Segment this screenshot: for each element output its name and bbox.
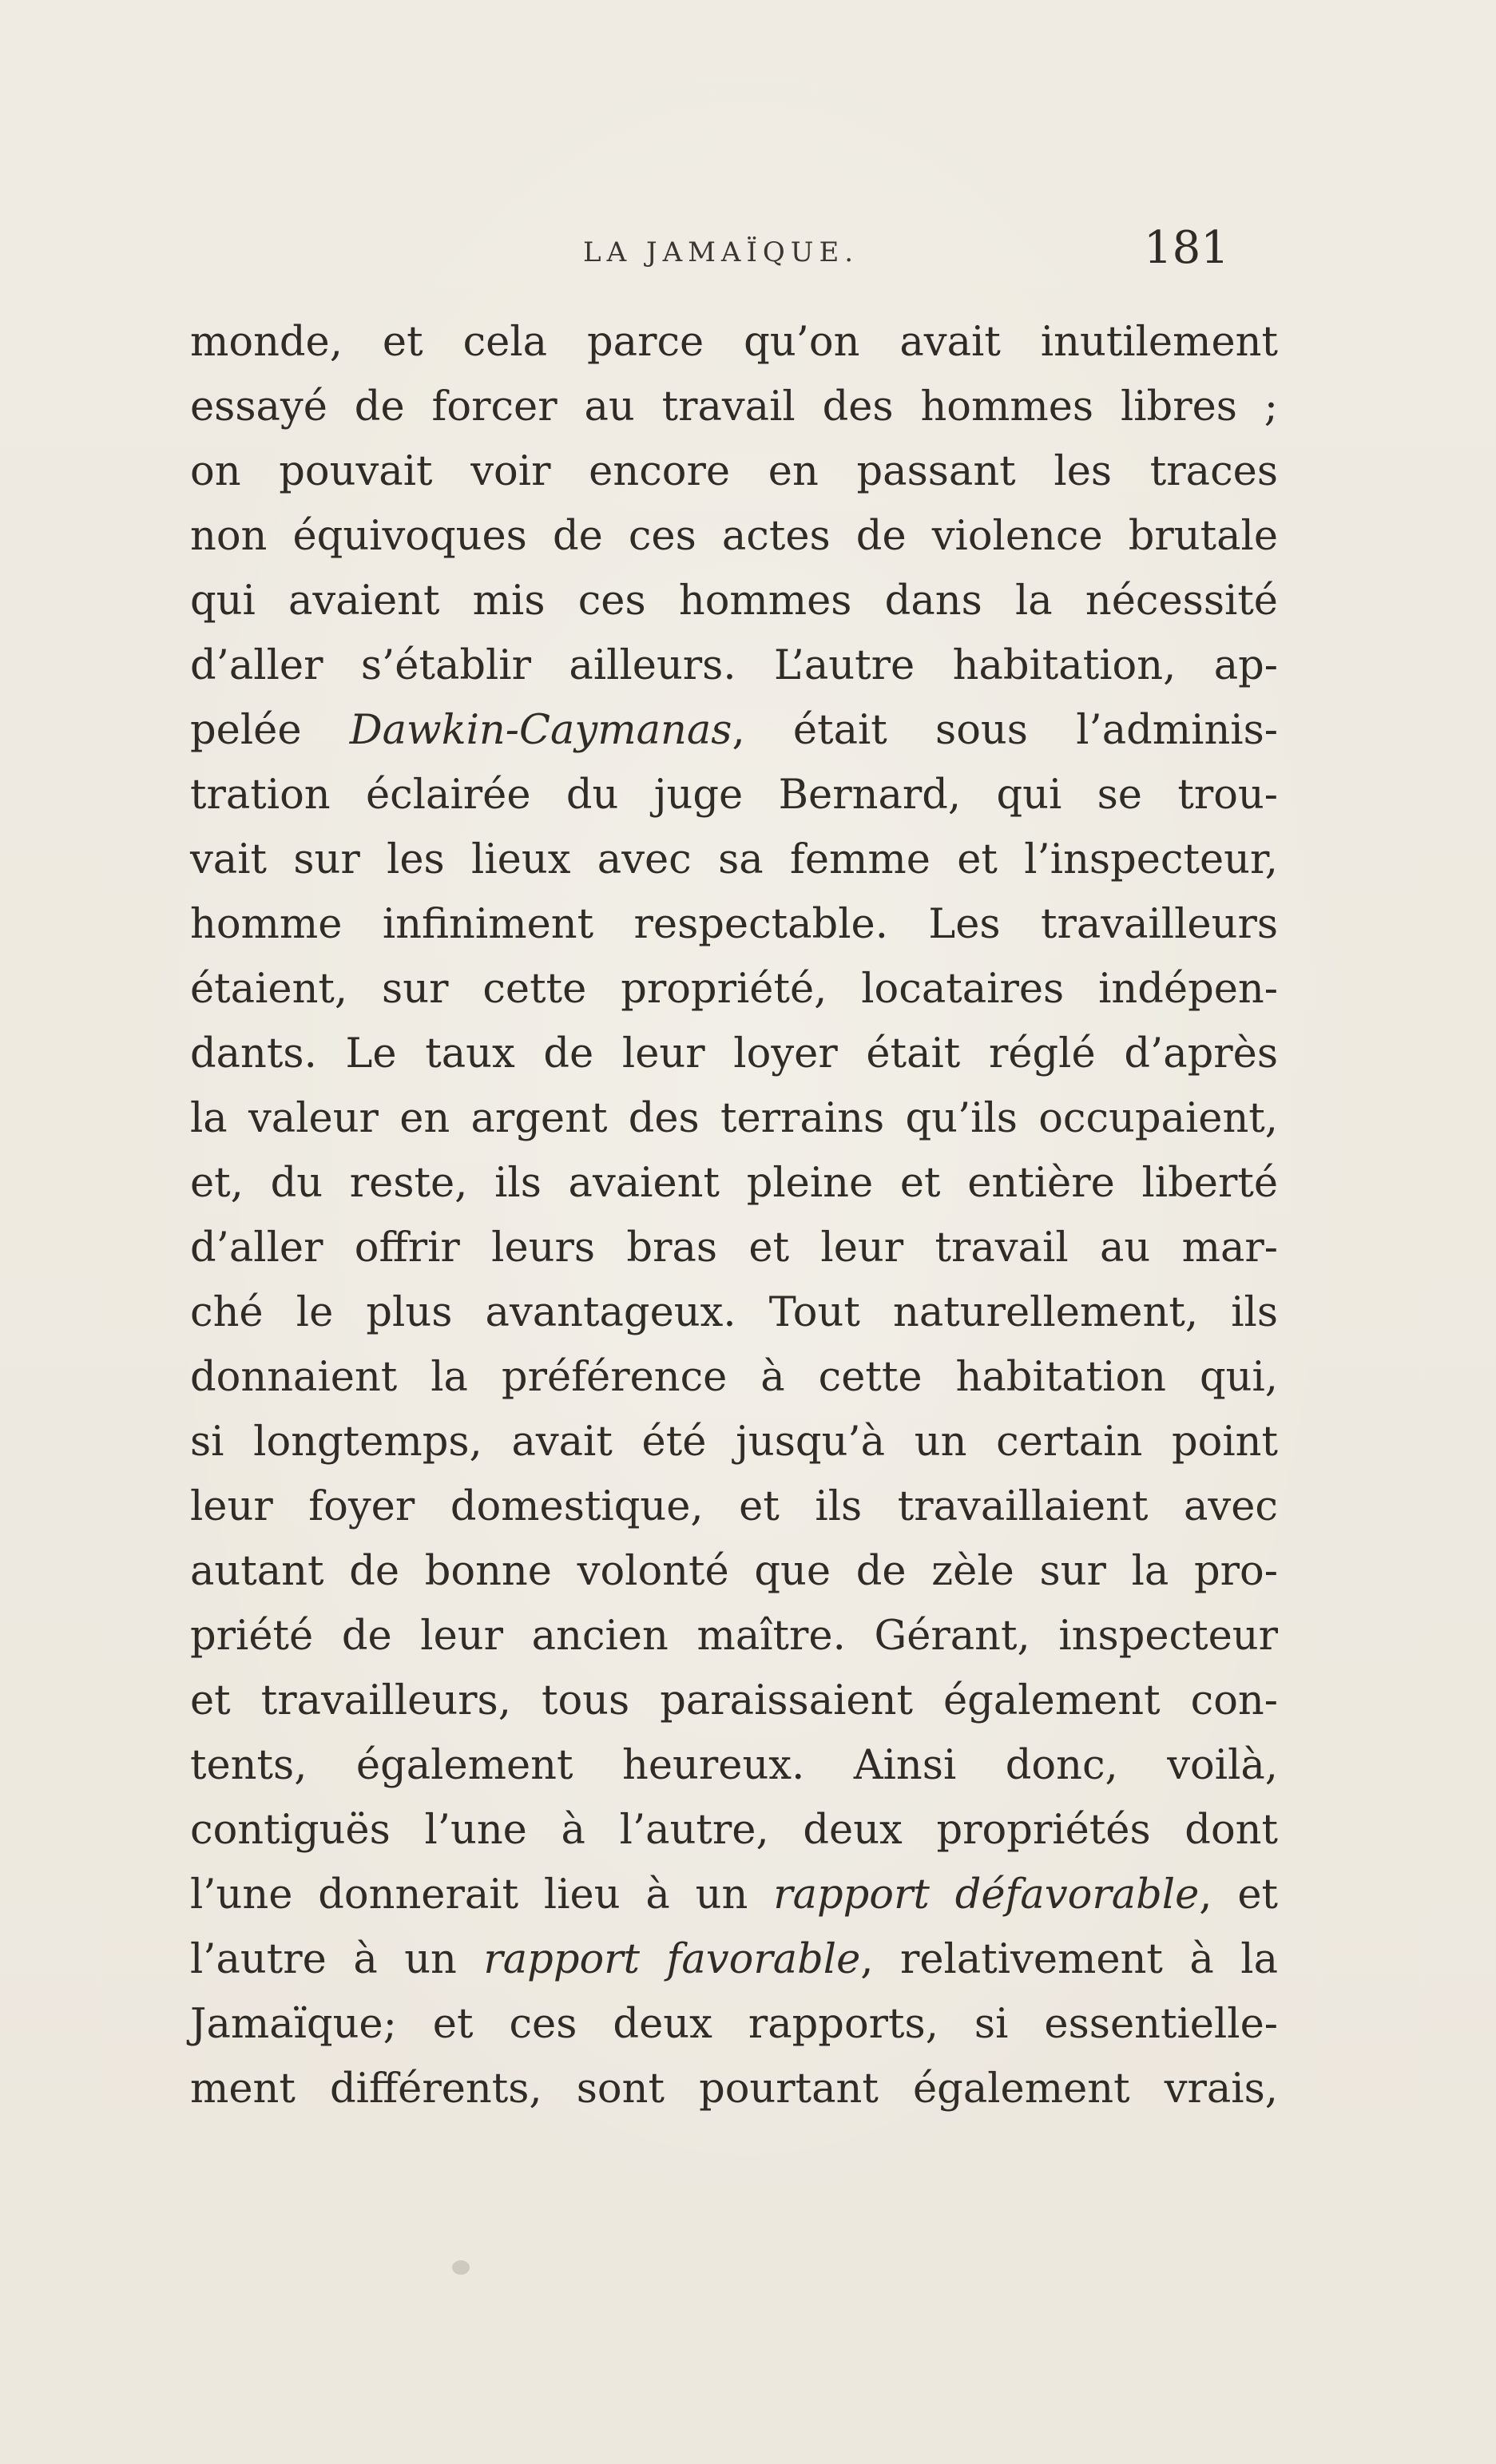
text-line: étaient, sur cette propriété, locataires indépen-: [190, 966, 1278, 1013]
text-line: si longtemps, avait été jusqu’à un certain point: [190, 1418, 1278, 1466]
text-line: d’aller s’établir ailleurs. L’autre habitation, ap-: [190, 642, 1278, 689]
text-line: l’une donnerait lieu à un rapport défavorable, et: [190, 1871, 1278, 1918]
body-text: [190, 310, 1278, 2121]
text-line: essayé de forcer au travail des hommes libres ;: [190, 383, 1278, 431]
text-line: donnaient la préférence à cette habitation qui,: [190, 1354, 1278, 1401]
page-number: 181: [1144, 222, 1229, 274]
italic-estate-name: Dawkin-Caymanas: [349, 707, 732, 754]
text-line: priété de leur ancien maître. Gérant, inspecteur: [190, 1613, 1278, 1660]
text-line: contiguës l’une à l’autre, deux propriétés dont: [190, 1807, 1278, 1854]
text-line: la valeur en argent des terrains qu’ils occupaient,: [190, 1095, 1278, 1142]
text-line: Jamaïque; et ces deux rapports, si essentielle-: [190, 2001, 1278, 2048]
italic-rapport-favorable: rapport favorable: [483, 1936, 861, 1983]
text-line: et, du reste, ils avaient pleine et entière liberté: [190, 1160, 1278, 1207]
text-line: non équivoques de ces actes de violence brutale: [190, 513, 1278, 560]
text-line: tents, également heureux. Ainsi donc, voilà,: [190, 1742, 1278, 1789]
text-line: et travailleurs, tous paraissaient également con-: [190, 1677, 1278, 1724]
text-line: tration éclairée du juge Bernard, qui se trou-: [190, 772, 1278, 819]
text-line: pelée Dawkin-Caymanas, était sous l’adminis-: [190, 707, 1279, 754]
text-line: d’aller offrir leurs bras et leur travail au mar-: [190, 1224, 1278, 1272]
text-line: ché le plus avantageux. Tout naturellement, ils: [190, 1289, 1278, 1336]
text-line: homme infiniment respectable. Les travailleurs: [190, 901, 1278, 948]
text-line: leur foyer domestique, et ils travaillaient avec: [190, 1483, 1278, 1530]
text-line: vait sur les lieux avec sa femme et l’inspecteur,: [190, 836, 1278, 883]
text-line: dants. Le taux de leur loyer était réglé d’après: [190, 1030, 1278, 1077]
text-line: autant de bonne volonté que de zèle sur la pro-: [190, 1548, 1278, 1595]
paper-spot: [452, 2260, 470, 2275]
running-head: LA JAMAÏQUE.: [583, 236, 859, 268]
italic-rapport-defavorable: rapport défavorable: [773, 1871, 1200, 1918]
text-line: monde, et cela parce qu’on avait inutilement: [190, 319, 1278, 366]
text-line: on pouvait voir encore en passant les traces: [190, 448, 1278, 495]
text-line: qui avaient mis ces hommes dans la nécessité: [190, 577, 1278, 625]
text-line: l’autre à un rapport favorable, relativement à la: [190, 1936, 1279, 1983]
text-line: ment différents, sont pourtant également vrais,: [190, 2065, 1278, 2113]
